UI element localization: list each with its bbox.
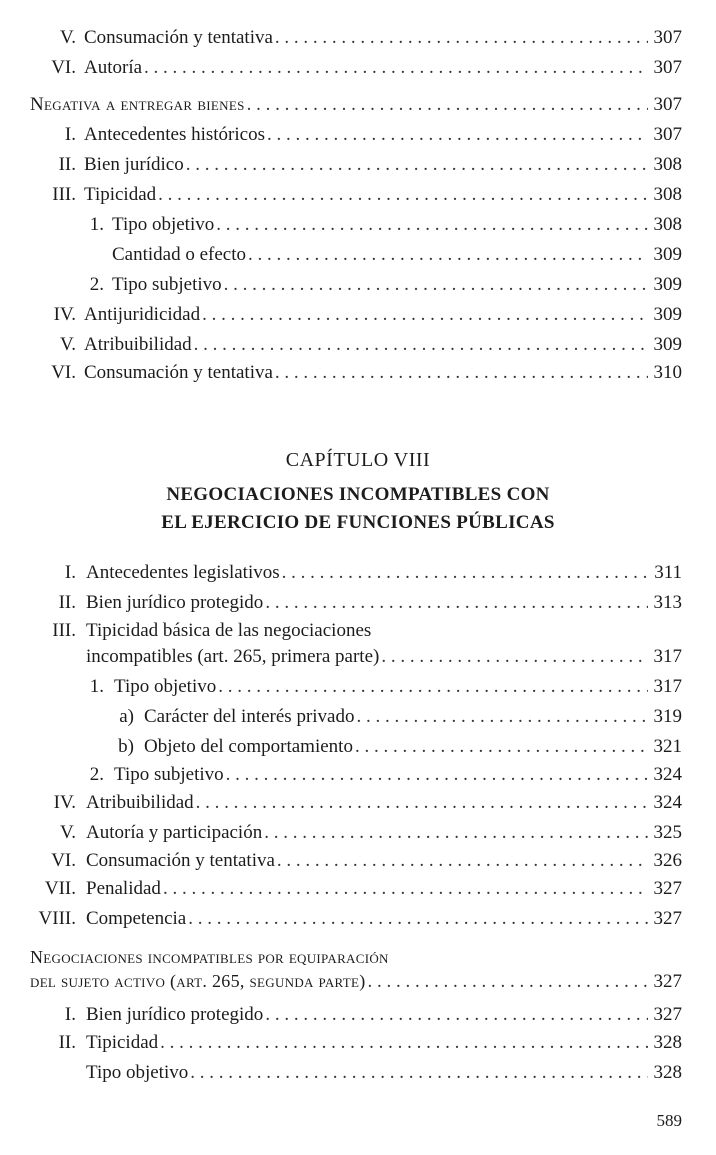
entry-title: Tipo objetivo xyxy=(112,214,215,235)
leader-dots xyxy=(264,820,647,846)
chapter-label: CAPÍTULO VIII xyxy=(285,449,431,471)
entry-title: Antecedentes históricos xyxy=(84,124,265,145)
entry-page: 321 xyxy=(653,736,682,757)
entry-page: 307 xyxy=(653,57,682,78)
toc-entry[interactable] xyxy=(0,790,716,816)
entry-title: Consumación y tentativa xyxy=(86,850,275,871)
toc-entry[interactable] xyxy=(0,182,716,208)
leader-dots xyxy=(275,25,648,51)
toc-entry[interactable] xyxy=(0,152,716,178)
entry-number: III. xyxy=(52,620,76,641)
entry-number: VIII. xyxy=(38,908,76,929)
entry-page: 309 xyxy=(653,244,682,265)
entry-number: IV. xyxy=(53,792,76,813)
entry-title: Objeto del comportamiento xyxy=(144,736,353,757)
entry-number: VI. xyxy=(51,850,76,871)
entry-number: b) xyxy=(118,736,134,757)
toc-entry[interactable] xyxy=(0,272,716,298)
leader-dots xyxy=(226,762,648,788)
entry-title: Consumación y tentativa xyxy=(84,27,273,48)
entry-page: 309 xyxy=(653,304,682,325)
entry-page: 311 xyxy=(654,562,682,583)
page-number: 589 xyxy=(656,1111,682,1130)
leader-dots xyxy=(202,302,647,328)
toc-entry-continuation[interactable] xyxy=(0,644,716,670)
toc-entry-first-line[interactable] xyxy=(0,618,716,644)
leader-dots xyxy=(275,360,648,386)
entry-number: V. xyxy=(59,27,76,48)
entry-page: 307 xyxy=(653,94,682,115)
entry-title: Penalidad xyxy=(86,878,161,899)
entry-number: III. xyxy=(52,184,76,205)
leader-dots xyxy=(356,704,647,730)
entry-page: 326 xyxy=(653,850,682,871)
leader-dots xyxy=(224,272,648,298)
entry-page: 309 xyxy=(653,334,682,355)
entry-number: a) xyxy=(119,706,134,727)
toc-entry[interactable] xyxy=(0,55,716,81)
toc-entry[interactable] xyxy=(0,674,716,700)
entry-number: 2. xyxy=(89,274,104,295)
entry-page: 307 xyxy=(653,27,682,48)
entry-number: V. xyxy=(59,334,76,355)
entry-number: 1. xyxy=(89,676,104,697)
chapter-title-line-2: EL EJERCICIO DE FUNCIONES PÚBLICAS xyxy=(161,512,555,533)
leader-dots xyxy=(368,969,648,995)
toc-entry[interactable] xyxy=(0,25,716,51)
entry-number: I. xyxy=(64,1004,76,1025)
entry-page: 328 xyxy=(653,1032,682,1053)
entry-title: Tipo subjetivo xyxy=(114,764,224,785)
toc-entry[interactable] xyxy=(0,704,716,730)
leader-dots xyxy=(355,734,648,760)
toc-entry[interactable] xyxy=(0,876,716,902)
entry-title: Autoría y participación xyxy=(86,822,263,843)
leader-dots xyxy=(247,92,648,118)
leader-dots xyxy=(186,152,648,178)
entry-title: Atribuibilidad xyxy=(84,334,192,355)
section-heading: Negativa a entregar bienes xyxy=(30,94,245,115)
toc-entry[interactable] xyxy=(0,1060,716,1086)
entry-number: I. xyxy=(64,124,76,145)
entry-number: II. xyxy=(58,154,76,175)
leader-dots xyxy=(196,790,648,816)
leader-dots xyxy=(160,1030,647,1056)
leader-dots xyxy=(163,876,648,902)
section-heading: del sujeto activo (art. 265, segunda parte) xyxy=(30,971,366,991)
toc-entry[interactable] xyxy=(0,122,716,148)
entry-page: 325 xyxy=(653,822,682,843)
leader-dots xyxy=(144,55,647,81)
toc-entry[interactable] xyxy=(0,360,716,386)
entry-number: V. xyxy=(59,822,76,843)
entry-number: VI. xyxy=(51,362,76,383)
entry-title: Bien jurídico xyxy=(84,154,184,175)
entry-title: Antecedentes legislativos xyxy=(86,562,280,583)
entry-page: 328 xyxy=(653,1062,682,1083)
entry-title: Consumación y tentativa xyxy=(84,362,273,383)
entry-title: Tipo subjetivo xyxy=(112,274,222,295)
section-heading-equiparacion[interactable] xyxy=(0,968,716,994)
toc-entry[interactable] xyxy=(0,560,716,586)
entry-title: Bien jurídico protegido xyxy=(86,1004,264,1025)
entry-page: 317 xyxy=(653,646,682,667)
section-heading-negativa[interactable] xyxy=(0,92,716,118)
entry-page: 308 xyxy=(653,214,682,235)
entry-number: I. xyxy=(64,562,76,583)
entry-title: Bien jurídico protegido xyxy=(86,592,264,613)
leader-dots xyxy=(248,242,647,268)
toc-entry[interactable] xyxy=(0,212,716,238)
toc-entry[interactable] xyxy=(0,734,716,760)
entry-number: 1. xyxy=(89,214,104,235)
entry-page: 308 xyxy=(653,184,682,205)
entry-number: VI. xyxy=(51,57,76,78)
leader-dots xyxy=(381,644,647,670)
entry-number: IV. xyxy=(53,304,76,325)
leader-dots xyxy=(267,122,648,148)
toc-entry[interactable] xyxy=(0,242,716,268)
toc-entry[interactable] xyxy=(0,906,716,932)
leader-dots xyxy=(188,906,647,932)
entry-title: Carácter del interés privado xyxy=(144,706,355,727)
entry-page: 313 xyxy=(653,592,682,613)
entry-title: Autoría xyxy=(84,57,143,78)
entry-page: 317 xyxy=(653,676,682,697)
toc-entry[interactable] xyxy=(0,848,716,874)
entry-number: 2. xyxy=(89,764,104,785)
chapter-title-line-1: NEGOCIACIONES INCOMPATIBLES CON xyxy=(166,484,550,505)
leader-dots xyxy=(218,674,647,700)
entry-page: 310 xyxy=(653,362,682,383)
entry-title: Tipicidad xyxy=(86,1032,159,1053)
entry-title: incompatibles (art. 265, primera parte) xyxy=(86,646,380,667)
toc-entry[interactable] xyxy=(0,820,716,846)
entry-title: Atribuibilidad xyxy=(86,792,194,813)
entry-page: 327 xyxy=(653,971,682,992)
entry-title: Tipicidad xyxy=(84,184,157,205)
toc-entry[interactable] xyxy=(0,590,716,616)
entry-title: Tipo objetivo xyxy=(86,1062,189,1083)
leader-dots xyxy=(277,848,648,874)
toc-entry[interactable] xyxy=(0,302,716,328)
entry-page: 327 xyxy=(653,1004,682,1025)
entry-page: 324 xyxy=(653,792,682,813)
leader-dots xyxy=(190,1060,647,1086)
entry-page: 327 xyxy=(653,878,682,899)
entry-title-line-1: Tipicidad básica de las negociaciones xyxy=(86,620,372,641)
entry-title: Cantidad o efecto xyxy=(112,244,247,265)
leader-dots xyxy=(194,332,648,358)
entry-title: Competencia xyxy=(86,908,187,929)
leader-dots xyxy=(158,182,647,208)
entry-page: 307 xyxy=(653,124,682,145)
entry-page: 319 xyxy=(653,706,682,727)
entry-number: II. xyxy=(58,592,76,613)
leader-dots xyxy=(265,590,647,616)
entry-page: 324 xyxy=(653,764,682,785)
toc-entry[interactable] xyxy=(0,1002,716,1028)
entry-page: 309 xyxy=(653,274,682,295)
toc-entry[interactable] xyxy=(0,1030,716,1056)
entry-page: 327 xyxy=(653,908,682,929)
entry-number: II. xyxy=(58,1032,76,1053)
section-heading-line-1: Negociaciones incompatibles por equiparación xyxy=(30,947,389,967)
entry-title: Tipo objetivo xyxy=(114,676,217,697)
entry-page: 308 xyxy=(653,154,682,175)
toc-entry[interactable] xyxy=(0,332,716,358)
entry-title: Antijuridicidad xyxy=(84,304,201,325)
leader-dots xyxy=(216,212,647,238)
leader-dots xyxy=(265,1002,647,1028)
toc-entry[interactable] xyxy=(0,762,716,788)
entry-number: VII. xyxy=(44,878,76,899)
leader-dots xyxy=(282,560,649,586)
